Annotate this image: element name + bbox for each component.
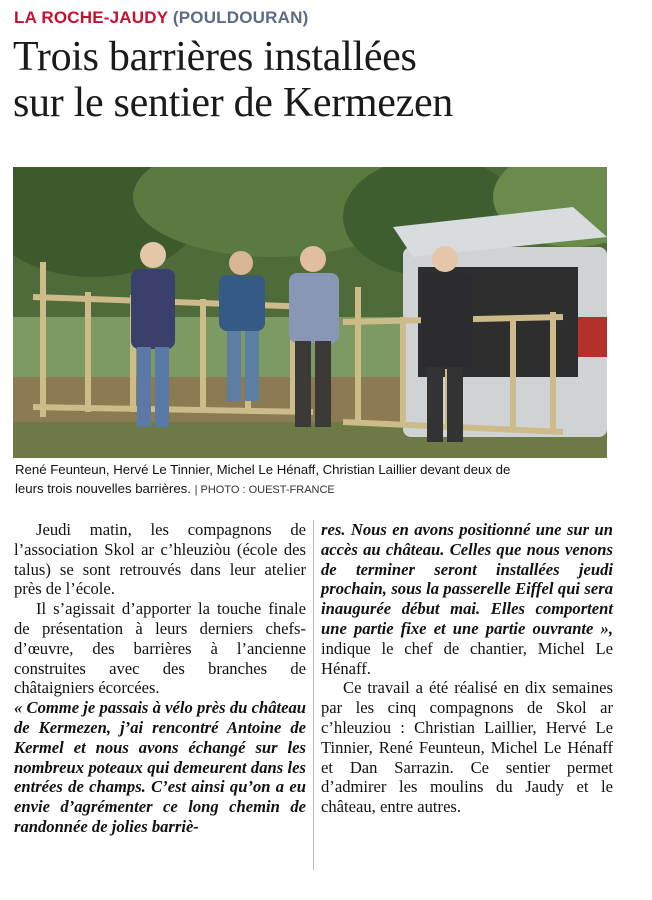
location-label: LA ROCHE-JAUDY bbox=[14, 8, 168, 27]
article-paragraph: Il s’agissait d’apporter la touche finale de présentation à leurs derniers chefs-d’œuvre, des barrières à l’ancienne construites avec des branches de châtaigniers écorcées. bbox=[14, 599, 306, 698]
article-paragraph bbox=[321, 520, 613, 678]
headline-line-1: Trois barrières installées bbox=[13, 34, 417, 80]
section-kicker bbox=[14, 8, 308, 28]
quote-attribution: indique le chef de chantier, Michel Le Hénaff. bbox=[321, 638, 613, 678]
article-quote: « Comme je passais à vélo près du château de Kermezen, j’ai rencontré Antoine de Kermel et nous avons échangé sur les nombreux poteaux qui demeurent dans les entrées de champs. C’est ainsi qu’on a eu envie d’agrémenter ce long chemin de randonnée de jolies barriè- bbox=[14, 698, 306, 836]
article-column-2 bbox=[321, 520, 613, 817]
sublocation-label: (POULDOURAN) bbox=[172, 8, 309, 27]
headline-line-2: sur le sentier de Kermezen bbox=[13, 80, 453, 126]
article-quote-end: res. Nous en avons positionné une sur un accès au château. Celles que nous venons de terminer seront installées jeudi prochain, sous la passerelle Eiffel qui sera inaugurée début mai. Elles comportent une partie fixe et une partie ouvrante », bbox=[321, 520, 613, 638]
caption-line-1: René Feunteun, Hervé Le Tinnier, Michel Le Hénaff, Christian Laillier devant deux de bbox=[15, 462, 511, 477]
article-column-1 bbox=[14, 520, 306, 837]
photo-illustration bbox=[13, 167, 607, 458]
article-paragraph: Ce travail a été réalisé en dix semaines par les cinq compagnons de Skol ar c’hleuziou : Christian Laillier, Hervé Le Tinnier, René Feunteun, Michel Le Hénaff et Dan Sarrazin. Ce sentier permet d’admirer les moulins du Jaudy et le château, entre autres. bbox=[321, 678, 613, 817]
column-divider bbox=[313, 520, 314, 870]
article-paragraph: Jeudi matin, les compagnons de l’association Skol ar c’hleuziòu (école des talus) se sont retrouvés dans leur atelier près de l’école. bbox=[14, 520, 306, 599]
photo-credit: | PHOTO : OUEST-FRANCE bbox=[194, 484, 335, 496]
caption-line-2 bbox=[15, 479, 620, 500]
caption-text: leurs trois nouvelles barrières. bbox=[15, 481, 191, 496]
headline bbox=[13, 34, 633, 126]
news-photo bbox=[13, 167, 607, 458]
photo-caption bbox=[15, 460, 620, 500]
